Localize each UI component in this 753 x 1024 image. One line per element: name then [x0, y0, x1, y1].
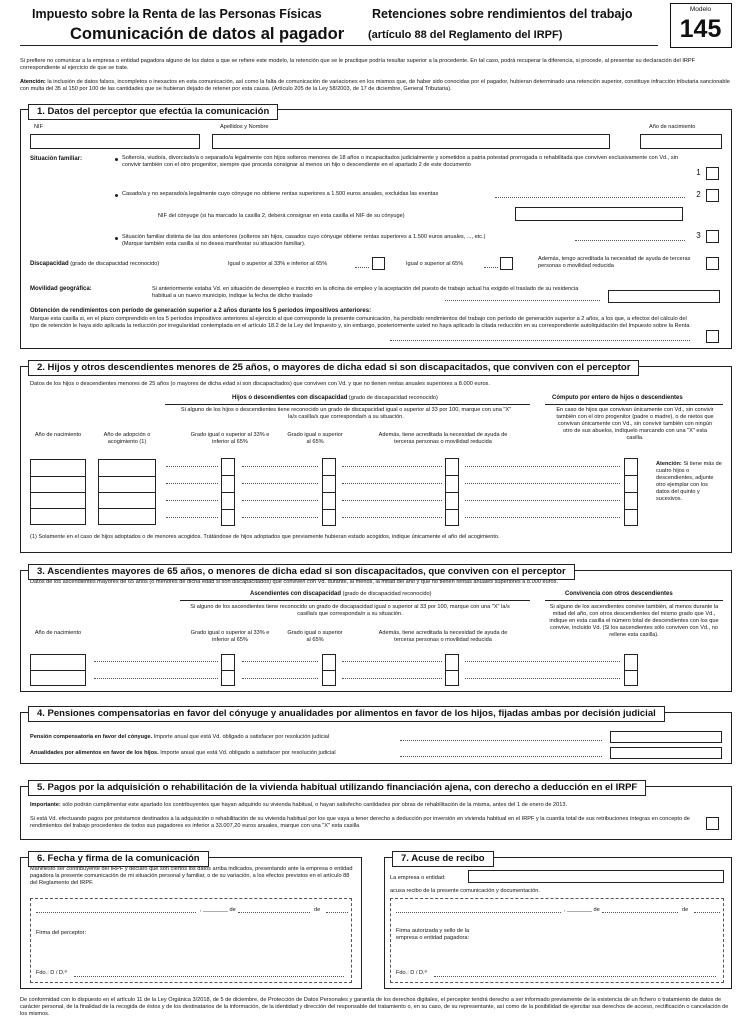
s5-importante-label: Importante: [30, 802, 61, 808]
s4-pension [30, 734, 329, 741]
discapacidad-label-sub: (grado de discapacidad reconocido) [68, 261, 160, 267]
s6-de2: de [314, 907, 321, 913]
obtencion-checkbox[interactable] [706, 330, 719, 343]
s7-empresa-input[interactable] [468, 870, 724, 883]
bullet-3 [115, 237, 118, 240]
disc-65-checkbox[interactable] [500, 257, 513, 270]
s6-fdo-dots [74, 976, 344, 977]
s7-de2: de [682, 907, 689, 913]
movilidad-text: Si anteriormente estaba Vd. en situación de desempleo e inscrito en la oficina de empleo y la aceptación del puesto de trabajo actual ha exigido el traslado de su residencia habitual a un nuevo municipio, indique la fecha de dicho traslado [152, 286, 579, 299]
s2-dots [465, 466, 620, 467]
s2-dots [166, 500, 218, 501]
s2-dots [465, 483, 620, 484]
s2-comp-head: Cómputo por entero de hijos o descendientes [552, 395, 683, 401]
s2-computo-check[interactable] [624, 458, 638, 526]
s3-disc-note: Si alguno de los ascendientes tiene reconocido un grado de discapacidad igual o superior al 33 por 100, marque con una "X" la/s casilla/s que corresponda/n a su situación. [190, 604, 510, 617]
s3-conv-check[interactable] [624, 654, 638, 686]
s2-attention-label: Atención: [656, 461, 682, 467]
obtencion-dots [390, 340, 690, 341]
s2-col-33: Grado igual o superior al 33% e inferior al 65% [190, 432, 270, 445]
s2-dots [242, 483, 318, 484]
attention-label: Atención: [20, 79, 46, 85]
s2-col-nacimiento: Año de nacimiento [34, 432, 82, 438]
s3-dots [94, 678, 218, 679]
movilidad-label: Movilidad geográfica: [30, 286, 92, 292]
s3-dots [342, 661, 442, 662]
s7-de1: , ________ de [564, 907, 600, 913]
header-title-1: Impuesto sobre la Renta de las Personas Físicas [32, 7, 322, 21]
s6-month-dots [238, 912, 310, 913]
option-2-dots [495, 197, 685, 198]
movilidad-dots [445, 300, 600, 301]
obtencion-text: Marque esta casilla si, en el plazo comprendido en los 5 períodos impositivos anteriores al ejercicio al que corresponde la presente comunicación, ha percibido rendimientos del trabajo con período de generación superior a 2 años, a los que, a efectos del cálculo del tipo de retención le haya sido aplicada la reducción por irregularidad contemplada en el artículo 18.2 de la Ley del Impuesto y, sin embargo, posteriormente usted no haya aplicado la citada reducción en su correspondiente autoliquidación del Impuesto sobre la Renta [30, 316, 690, 329]
s4-pension-input[interactable] [610, 731, 722, 743]
s3-65-check[interactable] [322, 654, 336, 686]
nif-conyuge-label: NIF del cónyuge (si ha marcado la casilla 2, deberá consignar en esta casilla el NIF de su cónyuge) [158, 213, 405, 219]
s3-ayuda-check[interactable] [445, 654, 459, 686]
obtencion-label: Obtención de rendimientos con período de generación superior a 2 años durante los 5 períodos impositivos anteriores: [30, 308, 372, 314]
s6-signature-box[interactable] [30, 898, 352, 983]
s2-65-check[interactable] [322, 458, 336, 526]
s3-dots [242, 678, 318, 679]
option-2-checkbox[interactable] [706, 189, 719, 202]
s5-importante [30, 802, 567, 809]
s7-firma: Firma autorizada y sello de la empresa o entidad pagadora: [396, 928, 470, 941]
option-2-text: Casado/a y no separado/a legalmente cuyo cónyuge no obtiene rentas superiores a 1.500 euros anuales, excluidas las exentas [122, 191, 439, 197]
s3-dots [242, 661, 318, 662]
s3-33-check[interactable] [221, 654, 235, 686]
s4-anualidades-input[interactable] [610, 747, 722, 759]
s3-dots [465, 661, 620, 662]
s2-disc-head-bold: Hijos o descendientes con discapacidad [232, 395, 348, 401]
s2-intro: Datos de los hijos o descendientes menores de 25 años (o mayores de dicha edad si son discapacitados) que conviven con Vd. y que no tienen rentas anuales superiores a 8.000 euros. [30, 381, 490, 387]
s2-disc-head-sub: (grado de discapacidad reconocido) [347, 395, 438, 401]
s6-firma: Firma del perceptor: [36, 930, 87, 936]
section-3-title: 3. Ascendientes mayores de 65 años, o menores de dicha edad si son discapacitados, que conviven con el perceptor [28, 564, 575, 580]
s2-dots [465, 500, 620, 501]
section-6-title: 6. Fecha y firma de la comunicación [28, 851, 209, 867]
option-1-text: Soltero/a, viudo/a, divorciado/a o separado/a legalmente con hijos solteros menores de 18 años o incapacitados judicialmente y sometidos a patria potestad prorrogada o rehabilitada que conviven exclusivamente con Vd., sin convivir también con el otro progenitor, siempre que proceda consignar al menos un hijo o descendiente en el apartado 2 de este documento [122, 155, 678, 168]
nif-label: NIF [34, 124, 44, 130]
section-2-title: 2. Hijos y otros descendientes menores de 25 años, o mayores de dicha edad si son discapacitados, que conviven con el perceptor [28, 360, 639, 376]
s2-col-65: Grado igual o superior al 65% [287, 432, 343, 445]
s2-dots [242, 466, 318, 467]
s2-dots [342, 500, 442, 501]
option-2-number: 2 [692, 189, 705, 202]
footer-text: De conformidad con lo dispuesto en el artículo 11 de la Ley Orgánica 3/2018, de 5 de diciembre, de Protección de Datos Personales y garantía de los derechos digitales, el perceptor tendrá derecho a ser informado previamente de la existencia de un fichero o tratamiento de datos de carácter personal, de la finalidad de la recogida de éstos y de los destinatarios de la información, de la identidad y dirección del responsable del tratamiento o, en su caso, de su representante, así como de la posibilidad de ejercitar sus derechos de acceso, rectificación o cancelación de los mismos. [20, 997, 729, 1017]
s2-nacimiento-grid[interactable] [30, 459, 86, 525]
s3-dots [94, 661, 218, 662]
s4-anualidades-dots [400, 756, 602, 757]
disc-33-label: Igual o superior al 33% e inferior al 65% [228, 261, 328, 267]
situacion-label: Situación familiar: [30, 156, 83, 162]
movilidad-date-input[interactable] [608, 290, 720, 303]
s2-attention-text: Si tiene más de cuatro hijos o descendientes, adjunte otro ejemplar con los datos del quinto y sucesivos. [656, 461, 722, 502]
bullet-1 [115, 158, 118, 161]
nif-input[interactable] [30, 134, 200, 149]
s4-anualidades-label: Anualidades por alimentos en favor de los hijos. [30, 750, 159, 756]
disc-ayuda-label: Además, tengo acreditada la necesidad de ayuda de terceras personas o movilidad reducida [538, 256, 691, 269]
nacimiento-label: Año de nacimiento [649, 124, 696, 130]
s2-disc-head-rule [165, 404, 530, 405]
apellidos-input[interactable] [212, 134, 610, 149]
s2-dots [465, 517, 620, 518]
s2-disc-head [232, 395, 438, 403]
intro-text: Si prefiere no comunicar a la empresa o entidad pagadora alguno de los datos a que se refiere este modelo, la retención que se le practique podría resultar superior a la procedente. En tal caso, podrá recuperar la diferencia, si procede, al presentar su declaración del IRPF correspondiente al ejercicio de que se trate. [20, 58, 696, 71]
header-title-2: Comunicación de datos al pagador [70, 25, 345, 43]
s5-importante-text: sólo podrán cumplimentar este apartado los contribuyentes que hayan adquirido su vivienda habitual, o hayan satisfecho cantidades por obras de rehabilitación de la misma, antes del 1 de enero de 2013. [60, 802, 568, 808]
s2-dots [166, 483, 218, 484]
section-7-title: 7. Acuse de recibo [392, 851, 494, 867]
s3-disc-head-sub: (grado de discapacidad reconocido) [341, 591, 432, 597]
header-title-1b: Retenciones sobre rendimientos del trabajo [372, 7, 633, 21]
s7-year-dots [694, 912, 720, 913]
s7-month-dots [602, 912, 678, 913]
s7-fdo-dots [434, 976, 716, 977]
option-3-subtext: (Marque también esta casilla si no desea manifestar su situación familiar). [122, 241, 306, 247]
s2-dots [166, 466, 218, 467]
s2-adopcion-grid[interactable] [98, 459, 156, 525]
disc-ayuda-checkbox[interactable] [706, 257, 719, 270]
s2-dots [242, 517, 318, 518]
option-1-checkbox[interactable] [706, 167, 719, 180]
s2-footnote: (1) Solamente en el caso de hijos adoptados o de menores acogidos. Trátándose de hijos adoptados que previamente hubieran estado acogidos, indique únicamente el año del acogimiento. [30, 534, 500, 540]
s4-pension-text: Importe anual que está Vd. obligado a satisfacer por resolución judicial [152, 734, 330, 740]
s6-place-dots [36, 912, 196, 913]
s4-anualidades-text: Importe anual que está Vd. obligado a satisfacer por resolución judicial [158, 750, 336, 756]
header [20, 4, 658, 46]
s2-ayuda-check[interactable] [445, 458, 459, 526]
s3-col-ayuda: Además, tiene acreditada la necesidad de ayuda de terceras personas o movilidad reducida [378, 630, 508, 643]
s7-empresa: La empresa o entidad: [390, 875, 446, 881]
modelo-label: Modelo [689, 6, 712, 13]
s2-dots [342, 466, 442, 467]
attention-text: la inclusión de datos falsos, incompletos o inexactos en esta comunicación, así como la falta de comunicación de variaciones en los mismos que, de haber sido conocidas por el pagador, hubieran determinado una retención superior, constituye infracción tributaria sancionable con multa del 35 al 150 por 100 de las cantidades que se hubieran dejado de retener por esta causa. (Artículo 205 de la Ley 58/2003, de 17 de diciembre, General Tributaria). [20, 79, 730, 92]
s3-conv-head-rule [545, 600, 723, 601]
s2-comp-head-rule [545, 404, 723, 405]
section-1-title: 1. Datos del perceptor que efectúa la comunicación [28, 104, 278, 120]
s7-fdo: Fdo.: D / D.ª [396, 970, 427, 976]
s3-intro: Datos de los ascendientes mayores de 65 años (o menores de dicha edad si son discapacitados) que conviven con Vd. durante, al menos, la mitad del año y que no tienen rentas anuales superiores a 8.000 euros. [30, 579, 559, 585]
s3-disc-head-rule [180, 600, 530, 601]
s3-nacimiento-grid[interactable] [30, 654, 86, 686]
disc-33-dots [355, 267, 369, 268]
s3-conv-head: Convivencia con otros descendientes [565, 591, 673, 597]
disc-65-dots [484, 267, 498, 268]
modelo-number: 145 [679, 15, 722, 43]
s3-disc-head-bold: Ascendientes con discapacidad [250, 591, 342, 597]
s2-attention [656, 461, 722, 503]
s2-dots [342, 517, 442, 518]
s5-checkbox[interactable] [706, 817, 719, 830]
option-1-number: 1 [692, 167, 705, 180]
s2-disc-note: Si alguno de los hijos o descendientes tiene reconocido un grado de discapacidad igual o superior al 33 por 100, marque con una "X" la/s casilla/s que corresponda/n a su situación. [180, 407, 512, 420]
disc-65-label: Igual o superior al 65% [406, 261, 464, 267]
option-3-number: 3 [692, 230, 705, 243]
s7-acusa: acusa recibo de la presente comunicación y documentación. [390, 888, 540, 894]
s3-dots [465, 678, 620, 679]
s2-dots [166, 517, 218, 518]
s3-conv-note: Si alguno de los ascendientes convive también, al menos durante la mitad del año, con otros descendientes del mismo grado que Vd., indique en esta casilla el número total de descendientes con los que convive, incluido Vd. (Si los ascendientes sólo conviven con Vd., no rellene esta casilla). [549, 604, 719, 638]
option-3-checkbox[interactable] [706, 230, 719, 243]
nif-conyuge-input[interactable] [515, 207, 683, 221]
s3-col-33: Grado igual o superior al 33% e inferior al 65% [190, 630, 270, 643]
s2-comp-note: En caso de hijos que convivan únicamente con Vd., sin convivir también con el otro progenitor (padre o madre), o de nietos que convivan únicamente con Vd., sin convivir también con ningún otro de sus abuelos, indíquelo marcando con una "X" esta casilla. [556, 407, 714, 441]
s4-pension-dots [400, 740, 602, 741]
s3-dots [342, 678, 442, 679]
s6-text: Manifiesto ser contribuyente del IRPF y declaro que son ciertos los datos arriba indicados, presentando ante la empresa o entidad pagadora la presente comunicación de mi situación personal y familiar, o de su variación, a los efectos previstos en el artículo 88 del Reglamento del IRPF. [30, 866, 353, 886]
modelo-box [670, 3, 732, 48]
s3-col-nacimiento: Año de nacimiento [34, 630, 82, 636]
s2-col-adopcion: Año de adopción o acogimiento (1) [103, 432, 151, 445]
disc-33-checkbox[interactable] [372, 257, 385, 270]
s4-pension-label: Pensión compensatoria en favor del cónyuge. [30, 734, 153, 740]
s7-place-dots [396, 912, 561, 913]
discapacidad-label [30, 261, 159, 269]
s4-anualidades [30, 750, 336, 757]
s2-33-check[interactable] [221, 458, 235, 526]
s6-year-dots [326, 912, 348, 913]
s5-text: Si está Vd. efectuando pagos por préstamos destinados a la adquisición o rehabilitación de su vivienda habitual por los que vaya a tener derecho a deducción por inversión en vivienda habitual en el IRPF y la cuantía total de sus retribuciones íntegras en concepto de rendimientos del trabajo procedentes de todos sus pagadores es inferior a 33.007,20 euros anuales, marque con una "X" esta casilla [30, 816, 690, 829]
s3-disc-head [250, 591, 432, 599]
section-5-title: 5. Pagos por la adquisición o rehabilitación de la vivienda habitual utilizando financiación ajena, con derecho a deducción en el IRPF [28, 780, 646, 796]
s6-fdo: Fdo.: D / D.ª [36, 970, 67, 976]
option-3-dots [575, 240, 685, 241]
s2-dots [242, 500, 318, 501]
nacimiento-input[interactable] [640, 134, 722, 149]
section-4-title: 4. Pensiones compensatorias en favor del cónyuge y anualidades por alimentos en favor de los hijos, fijadas ambas por decisión judicial [28, 706, 665, 722]
apellidos-label: Apellidos y Nombre [220, 124, 269, 130]
bullet-2 [115, 194, 118, 197]
header-subtitle: (artículo 88 del Reglamento del IRPF) [368, 29, 563, 41]
option-3-text: Situación familiar distinta de las dos anteriores (solteros sin hijos, casados cuyo cónyuge obtiene rentas superiores a 1.500 euros anuales, ..., etc.) [122, 234, 486, 240]
s3-col-65: Grado igual o superior al 65% [287, 630, 343, 643]
s6-de1: , ________ de [200, 907, 236, 913]
intro-attention [20, 79, 732, 93]
discapacidad-label-bold: Discapacidad [30, 261, 69, 267]
s2-dots [342, 483, 442, 484]
s2-col-ayuda: Además, tiene acreditada la necesidad de ayuda de terceras personas o movilidad reducida [378, 432, 508, 445]
